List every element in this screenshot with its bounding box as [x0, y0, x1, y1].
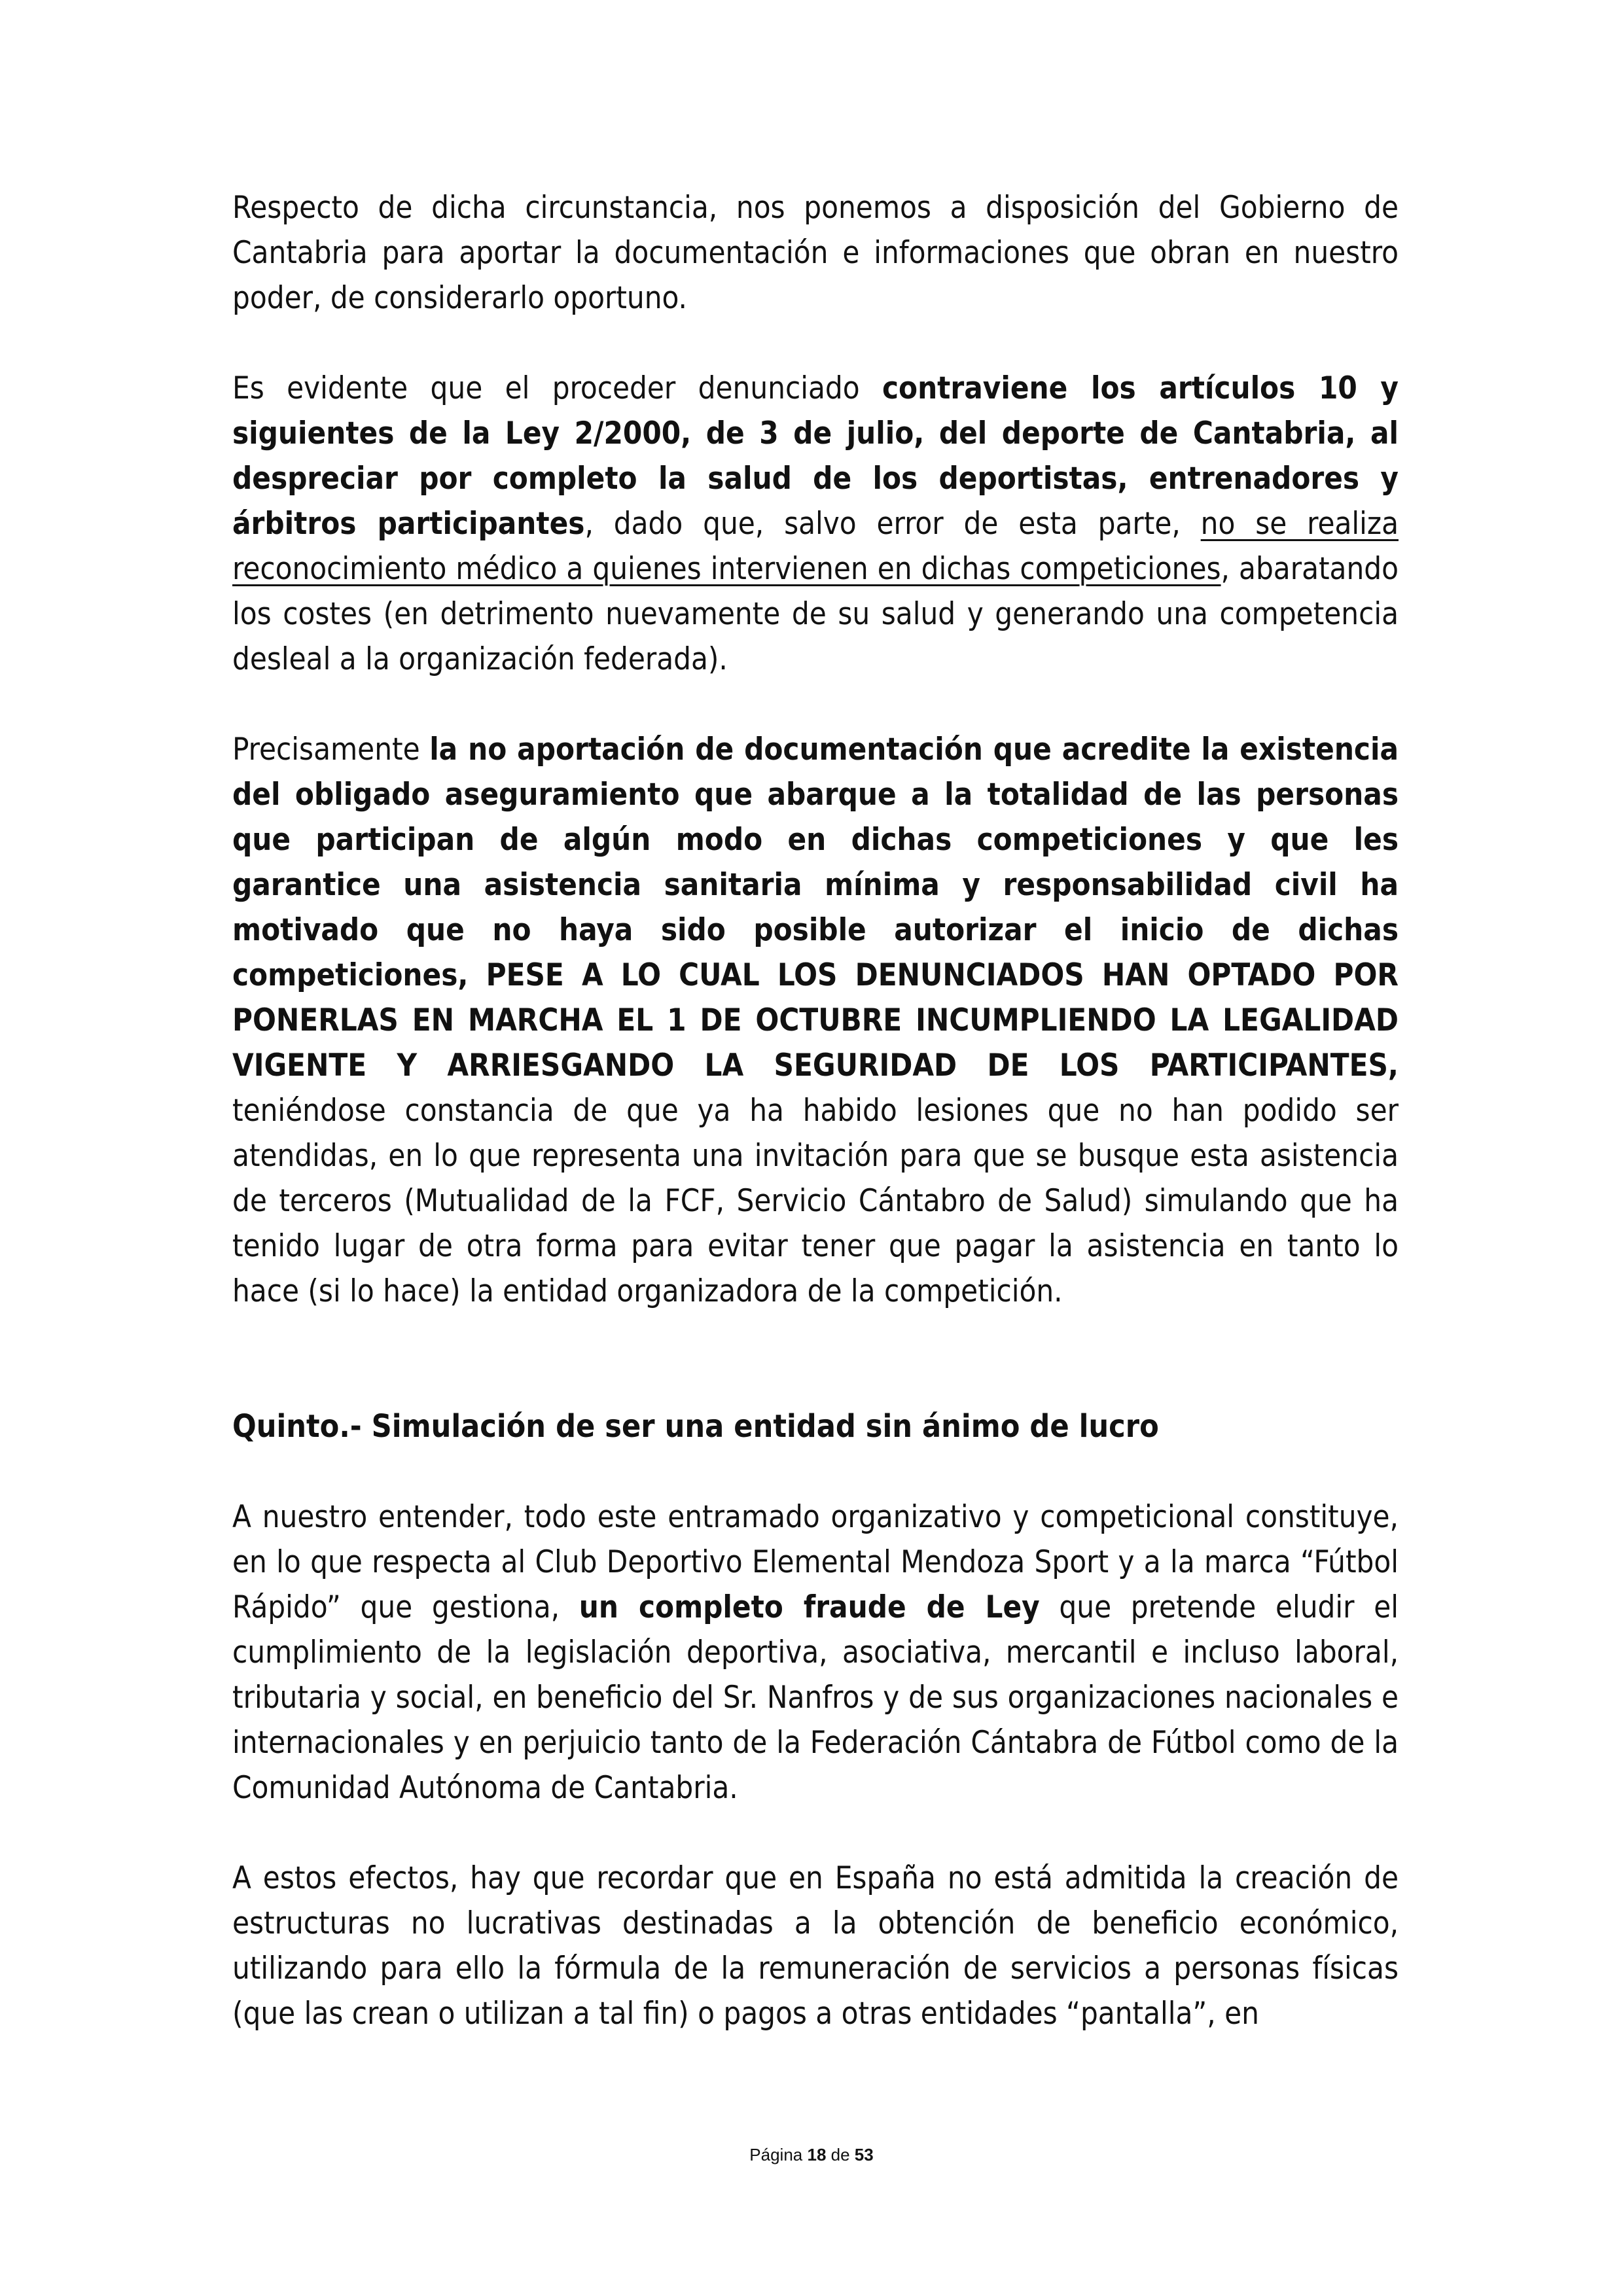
paragraph-text: que pretende eludir el cumplimiento de la legislación deportiva, asociativa, mercantil e incluso laboral, tributaria y social, en beneficio del Sr. Nanfros y de sus organizaciones nacionales e internacionales y en perjuicio tanto de la Federación Cántabra de Fútbol como de la Comunidad Autónoma de Cantabria. [232, 1589, 1399, 1806]
paragraph-health-violation [232, 366, 1399, 682]
paragraph-text: , abaratando los costes (en detrimento nuevamente de su salud y generando una competencia desleal a la organización federada). [232, 551, 1399, 677]
underlined-statement: no se realiza reconocimiento médico a quienes intervienen en dichas competiciones [232, 506, 1399, 587]
document-page [232, 185, 1399, 2081]
paragraph-text: A nuestro entender, todo este entramado organizativo y competicional constituye, en lo que respecta al Club Deportivo Elemental Mendoza Sport y a la marca “Fútbol Rápido” que gestiona, [232, 1499, 1399, 1625]
footer-prefix: Página [749, 2145, 808, 2164]
paragraph-text: Respecto de dicha circunstancia, nos ponemos a disposición del Gobierno de Cantabria para aportar la documentación e informaciones que obran en nuestro poder, de considerarlo oportuno. [232, 190, 1399, 316]
paragraph-text: teniéndose constancia de que ya ha habido lesiones que no han podido ser atendidas, en lo que representa una invitación para que se busque esta asistencia de terceros (Mutualidad de la FCF, Servicio Cántabro de Salud) simulando que ha tenido lugar de otra forma para evitar tener que pagar la asistencia en tanto lo hace (si lo hace) la entidad organizadora de la competición. [232, 1093, 1399, 1309]
paragraph-nonprofit [232, 1856, 1399, 2036]
page-footer [0, 2145, 1623, 2165]
bold-legal-reference: contraviene los artículos 10 y siguientes de la Ley 2/2000, de 3 de julio, del deporte de Cantabria, al despreciar por completo la salud de los deportistas, entrenadores y árbitros participantes [232, 370, 1399, 542]
total-page-count: 53 [854, 2145, 874, 2164]
paragraph-insurance [232, 727, 1399, 1314]
bold-fraud-statement: un completo fraude de Ley [579, 1589, 1040, 1625]
bold-insurance-statement: la no aportación de documentación que acredite la existencia del obligado aseguramiento que abarque a la totalidad de las personas que participan de algún modo en dichas competiciones y que les garantice una asistencia sanitaria mínima y responsabilidad civil ha motivado que no haya sido posible autorizar el inicio de dichas competiciones, PESE A LO CUAL LOS DENUNCIADOS HAN OPTADO POR PONERLAS EN MARCHA EL 1 DE OCTUBRE INCUMPLIENDO LA LEGALIDAD VIGENTE Y ARRIESGANDO LA SEGURIDAD DE LOS PARTICIPANTES, [232, 732, 1399, 1084]
paragraph-fraud [232, 1494, 1399, 1810]
current-page-number: 18 [807, 2145, 827, 2164]
footer-middle: de [826, 2145, 855, 2164]
paragraph-text: A estos efectos, hay que recordar que en España no está admitida la creación de estructuras no lucrativas destinadas a la obtención de beneficio económico, utilizando para ello la fórmula de la remuneración de servicios a personas físicas (que las crean o utilizan a tal fin) o pagos a otras entidades “pantalla”, en [232, 1860, 1399, 2032]
paragraph-disposition [232, 185, 1399, 321]
paragraph-text: Es evidente que el proceder denunciado [232, 370, 882, 406]
paragraph-text: Precisamente [232, 732, 430, 768]
paragraph-text: , dado que, salvo error de esta parte, [584, 506, 1201, 542]
section-heading: Quinto.- Simulación de ser una entidad sin ánimo de lucro [232, 1408, 1159, 1445]
